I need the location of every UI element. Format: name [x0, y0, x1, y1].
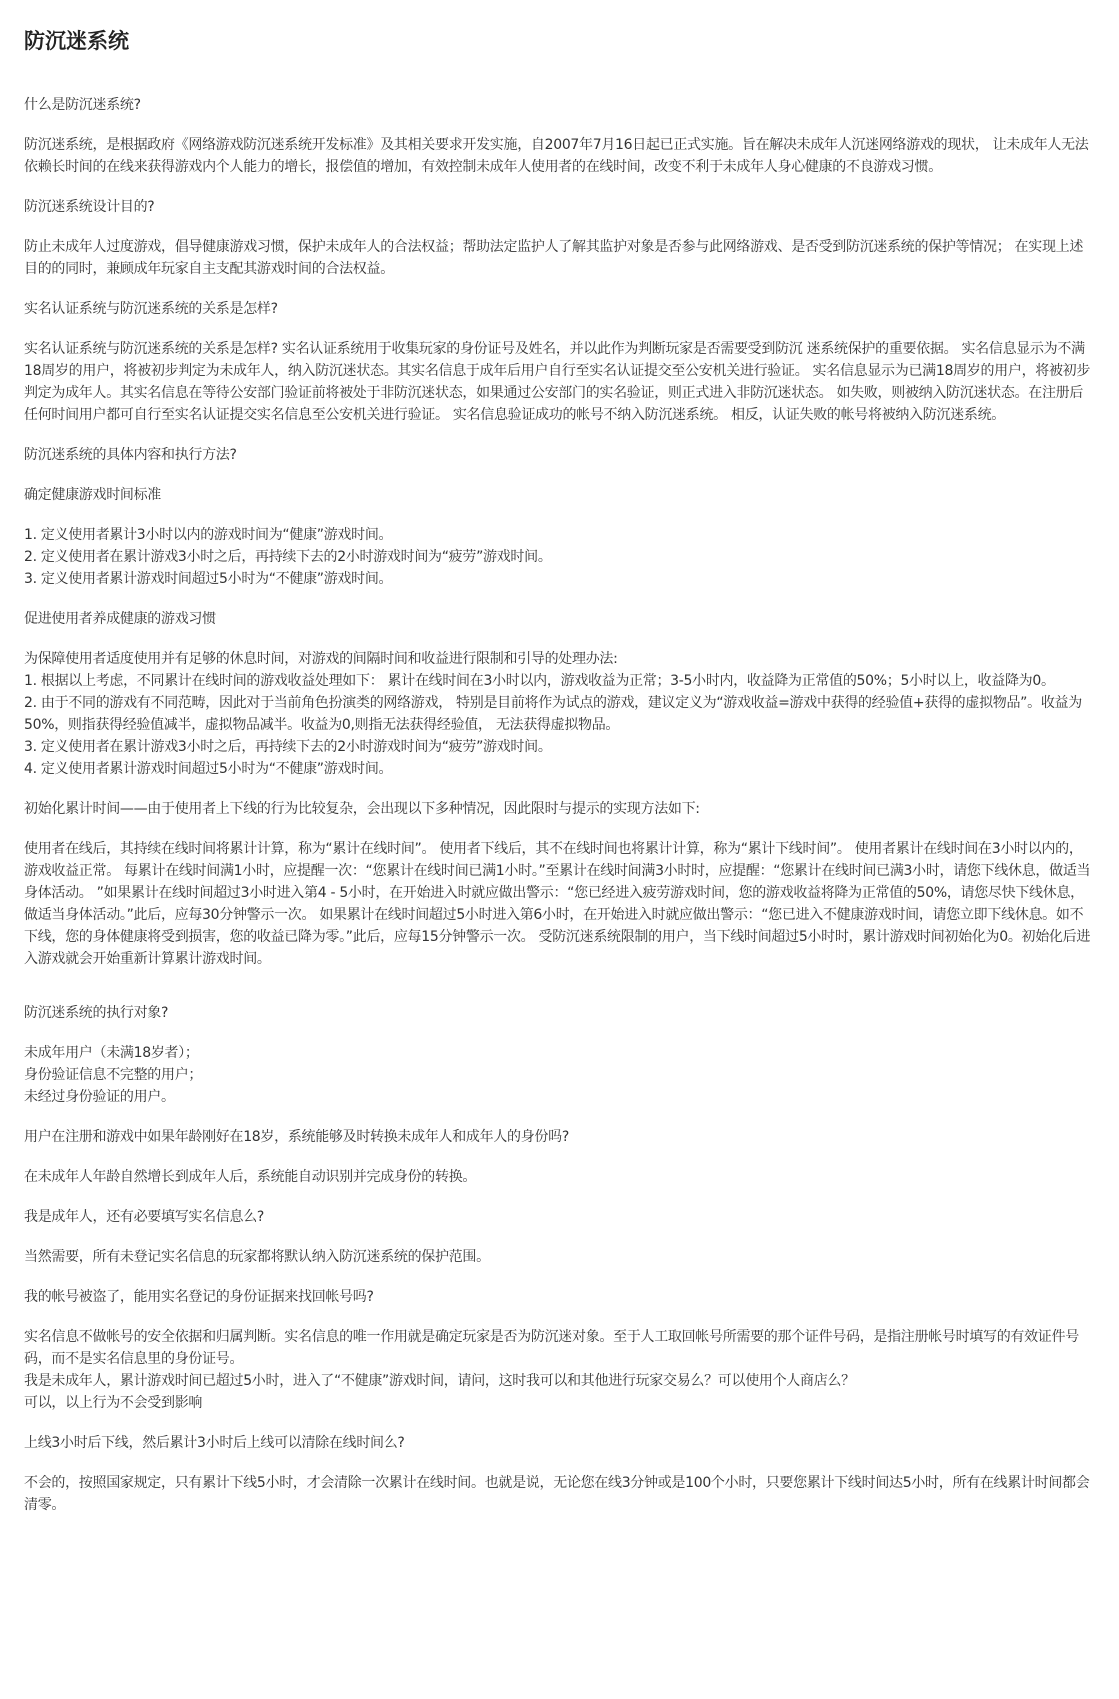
habits-intro: 为保障使用者适度使用并有足够的休息时间，对游戏的间隔时间和收益进行限制和引导的处理办法: [24, 651, 618, 667]
list-item: 身份验证信息不完整的用户； [24, 1067, 203, 1083]
question-targets: 防沉迷系统的执行对象? [24, 1005, 169, 1021]
answer-age-18: 在未成年人年龄自然增长到成年人后，系统能自动识别并完成身份的转换。 [24, 1169, 477, 1185]
list-item: 2. 由于不同的游戏有不同范畴，因此对于当前角色扮演类的网络游戏， 特别是目前将作为试点的游戏，建议定义为“游戏收益=游戏中获得的经验值+获得的虚拟物品”。收益为50%，则指获得经验值减半，虚拟物品减半。收益为0,则指无法获得经验值， 无法获得虚拟物品。 [24, 695, 1082, 733]
answer-trade: 可以，以上行为不会受到影响 [24, 1395, 203, 1411]
question-adult-realname: 我是成年人，还有必要填写实名信息么? [24, 1209, 265, 1225]
list-item: 未成年用户（未满18岁者）； [24, 1045, 199, 1061]
question-age-18: 用户在注册和游戏中如果年龄刚好在18岁，系统能够及时转换未成年人和成年人的身份吗? [24, 1129, 569, 1145]
question-trade: 我是未成年人，累计游戏时间已超过5小时，进入了“不健康”游戏时间，请问，这时我可以和其他进行玩家交易么？可以使用个人商店么？ [24, 1373, 855, 1389]
question-stolen-account: 我的帐号被盗了，能用实名登记的身份证据来找回帐号吗? [24, 1289, 374, 1305]
habits-list [24, 670, 1094, 780]
healthy-time-list [24, 524, 1094, 590]
answer-adult-realname: 当然需要，所有未登记实名信息的玩家都将默认纳入防沉迷系统的保护范围。 [24, 1249, 490, 1265]
heading-healthy-habits: 促进使用者养成健康的游戏习惯 [24, 611, 216, 627]
list-item: 4. 定义使用者累计游戏时间超过5小时为“不健康”游戏时间。 [24, 761, 393, 777]
answer-stolen-account: 实名信息不做帐号的安全依据和归属判断。实名信息的唯一作用就是确定玩家是否为防沉迷对象。至于人工取回帐号所需要的那个证件号码，是指注册帐号时填写的有效证件号码，而不是实名信息里的身份证号。 [24, 1329, 1079, 1367]
list-item: 3. 定义使用者在累计游戏3小时之后，再持续下去的2小时游戏时间为“疲劳”游戏时间。 [24, 739, 552, 755]
question-content-method: 防沉迷系统的具体内容和执行方法? [24, 447, 237, 463]
answer-realname-relation: 实名认证系统与防沉迷系统的关系是怎样? 实名认证系统用于收集玩家的身份证号及姓名，并以此作为判断玩家是否需要受到防沉 迷系统保护的重要依据。 实名信息显示为不满18周岁的用户，将被初步判定为未成年人，纳入防沉迷状态。其实名信息于成年后用户自行至实名认证提交至公安机关进行验证。 实名信息显示为已满18周岁的用户，将被初步判定为成年人。其实名信息在等待公安部门验证前将被处于非防沉迷状态，如果通过公安部门的实名验证，则正式进入非防沉迷状态。 如失败，则被纳入防沉迷状态。在注册后任何时间用户都可自行至实名认证提交实名信息至公安机关进行验证。 实名信息验证成功的帐号不纳入防沉迷系统。 相反，认证失败的帐号将被纳入防沉迷系统。 [24, 341, 1091, 423]
heading-healthy-time: 确定健康游戏时间标准 [24, 487, 161, 503]
heading-init-time: 初始化累计时间——由于使用者上下线的行为比较复杂，会出现以下多种情况，因此限时与提示的实现方法如下: [24, 801, 700, 817]
answer-init-time: 使用者在线后，其持续在线时间将累计计算，称为“累计在线时间”。 使用者下线后，其不在线时间也将累计计算，称为“累计下线时间”。 使用者累计在线时间在3小时以内的，游戏收益正常。 每累计在线时间满1小时，应提醒一次：“您累计在线时间已满1小时。”至累计在线时间满3小时时，应提醒：“您累计在线时间已满3小时，请您下线休息，做适当身体活动。 ”如果累计在线时间超过3小时进入第4 - 5小时，在开始进入时就应做出警示：“您已经进入疲劳游戏时间，您的游戏收益将降为正常值的50%，请您尽快下线休息，做适当身体活动。”此后，应每30分钟警示一次。 如果累计在线时间超过5小时进入第6小时，在开始进入时就应做出警示：“您已进入不健康游戏时间，请您立即下线休息。如不下线，您的身体健康将受到损害，您的收益已降为零。”此后，应每15分钟警示一次。 受防沉迷系统限制的用户，当下线时间超过5小时时，累计游戏时间初始化为0。初始化后进入游戏就会开始重新计算累计游戏时间。 [24, 841, 1091, 967]
answer-what-is: 防沉迷系统，是根据政府《网络游戏防沉迷系统开发标准》及其相关要求开发实施，自2007年7月16日起已正式实施。旨在解决未成年人沉迷网络游戏的现状， 让未成年人无法依赖长时间的在线来获得游戏内个人能力的增长，报偿值的增加，有效控制未成年人使用者的在线时间，改变不利于未成年人身心健康的不良游戏习惯。 [24, 137, 1089, 175]
list-item: 1. 根据以上考虑，不同累计在线时间的游戏收益处理如下： 累计在线时间在3小时以内，游戏收益为正常；3-5小时内，收益降为正常值的50%；5小时以上，收益降为0。 [24, 673, 1055, 689]
answer-clear-time: 不会的，按照国家规定，只有累计下线5小时，才会清除一次累计在线时间。也就是说，无论您在线3分钟或是100个小时，只要您累计下线时间达5小时，所有在线累计时间都会清零。 [24, 1475, 1090, 1513]
list-item: 3. 定义使用者累计游戏时间超过5小时为“不健康”游戏时间。 [24, 571, 393, 587]
list-item: 未经过身份验证的用户。 [24, 1089, 175, 1105]
page-title: 防沉迷系统 [24, 29, 129, 53]
list-item: 2. 定义使用者在累计游戏3小时之后，再持续下去的2小时游戏时间为“疲劳”游戏时间。 [24, 549, 552, 565]
question-purpose: 防沉迷系统设计目的? [24, 199, 155, 215]
question-realname-relation: 实名认证系统与防沉迷系统的关系是怎样? [24, 301, 278, 317]
article-body [24, 94, 1094, 1516]
answer-purpose: 防止未成年人过度游戏，倡导健康游戏习惯，保护未成年人的合法权益；帮助法定监护人了解其监护对象是否参与此网络游戏、是否受到防沉迷系统的保护等情况； 在实现上述目的的同时，兼顾成年玩家自主支配其游戏时间的合法权益。 [24, 239, 1084, 277]
question-what-is: 什么是防沉迷系统? [24, 97, 141, 113]
question-clear-time: 上线3小时后下线，然后累计3小时后上线可以清除在线时间么? [24, 1435, 405, 1451]
targets-list [24, 1042, 1094, 1108]
list-item: 1. 定义使用者累计3小时以内的游戏时间为“健康”游戏时间。 [24, 527, 393, 543]
